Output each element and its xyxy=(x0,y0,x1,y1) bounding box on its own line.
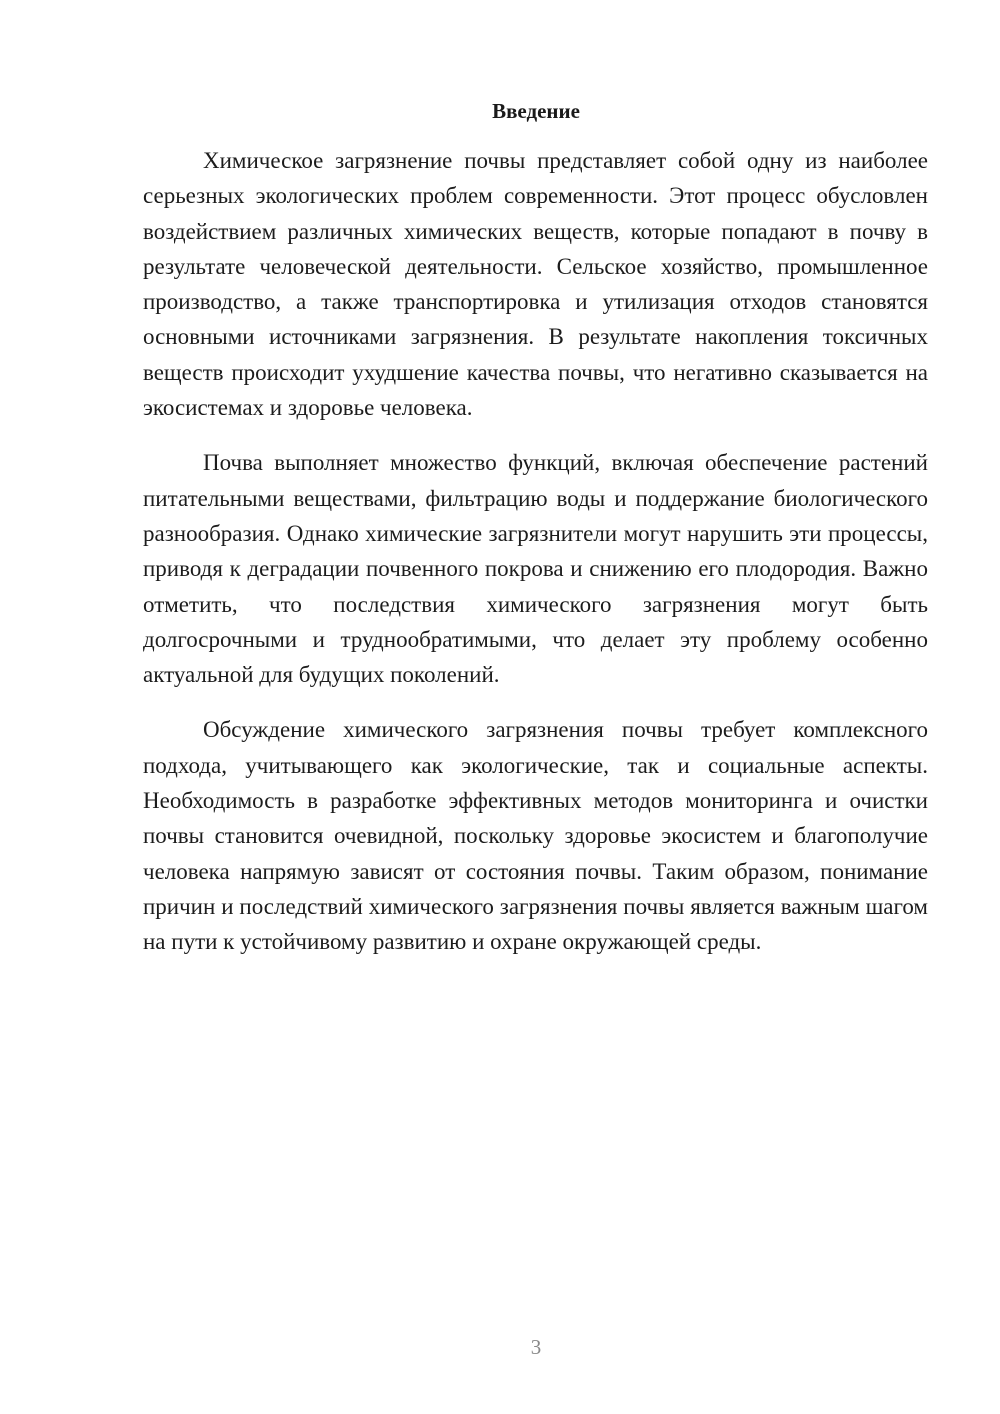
document-body xyxy=(143,143,928,980)
paragraph-1: Химическое загрязнение почвы представляет собой одну из наиболее серьезных экологических проблем современности. Этот процесс обусловлен воздействием различных химических веществ, которые попадают в почву в результате человеческой деятельности. Сельское хозяйство, промышленное производство, а также транспортировка и утилизация отходов становятся основными источниками загрязнения. В результате накопления токсичных веществ происходит ухудшение качества почвы, что негативно сказывается на экосистемах и здоровье человека. xyxy=(143,148,928,421)
page-number: 3 xyxy=(530,1335,542,1359)
paragraph-3: Обсуждение химического загрязнения почвы требует комплексного подхода, учитывающего как экологические, так и социальные аспекты. Необходимость в разработке эффективных методов мониторинга и очистки почвы становится очевидной, поскольку здоровье экосистем и благополучие человека напрямую зависят от состояния почвы. Таким образом, понимание причин и последствий химического загрязнения почвы является важным шагом на пути к устойчивому развитию и охране окружающей среды. xyxy=(143,717,928,955)
section-heading: Введение xyxy=(492,99,580,123)
paragraph-2: Почва выполняет множество функций, включая обеспечение растений питательными веществами, фильтрацию воды и поддержание биологического разнообразия. Однако химические загрязнители могут нарушить эти процессы, приводя к деградации почвенного покрова и снижению его плодородия. Важно отметить, что последствия химического загрязнения могут быть долгосрочными и труднообратимыми, что делает эту проблему особенно актуальной для будущих поколений. xyxy=(143,450,928,688)
